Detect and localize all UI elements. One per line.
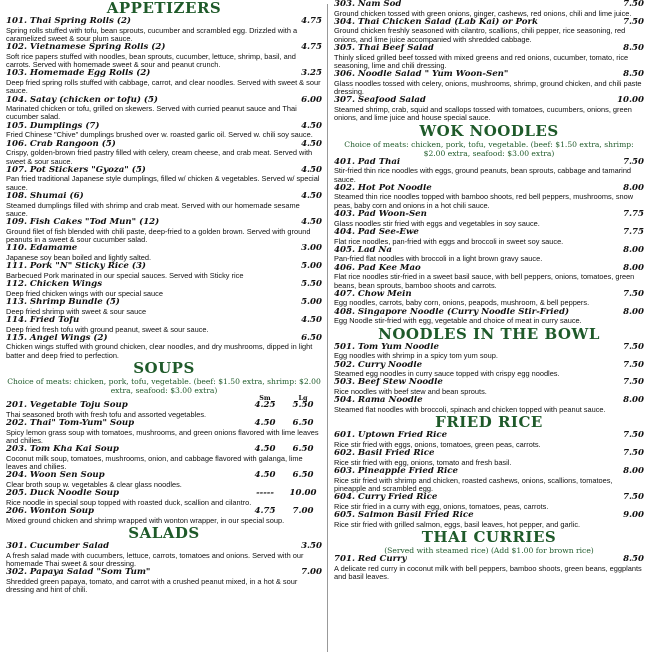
item-name: 204. Woon Sen Soup bbox=[6, 471, 105, 481]
item-price: 7.50 bbox=[623, 0, 644, 9]
item-description: Pan fried traditional Japanese style dumplings, filled w/ chicken & vegetables. Served w/ special sauce. bbox=[6, 174, 320, 192]
item-description: Rice stir fried with shrimp and chicken, roasted cashews, onions, scallions, tomatoes, pineapple and scrambled egg. bbox=[334, 475, 613, 493]
item-name: 203. Tom Kha Kai Soup bbox=[6, 445, 119, 455]
item-name: 701. Red Curry bbox=[334, 554, 407, 564]
item-price: 7.50 bbox=[623, 359, 644, 370]
menu-item bbox=[334, 18, 644, 44]
menu-item bbox=[6, 401, 322, 419]
column-divider bbox=[327, 4, 328, 652]
item-name: 406. Pad Kee Mao bbox=[334, 263, 421, 273]
item-description: Flat rice noodles, pan-fried with eggs and broccoli in sweet soy sauce. bbox=[334, 236, 564, 246]
item-price: 10.00 bbox=[289, 488, 317, 499]
item-name: 503. Beef Stew Noodle bbox=[334, 378, 443, 388]
item-price: 7.00 bbox=[292, 506, 314, 517]
item-name: 102. Vietnamese Spring Rolls (2) bbox=[6, 43, 166, 53]
item-name: 304. Thai Chicken Salad (Lab Kai) or Pork bbox=[334, 17, 538, 27]
item-price: 7.75 bbox=[623, 226, 644, 237]
menu-item bbox=[6, 445, 322, 471]
item-price: 6.50 bbox=[301, 332, 322, 343]
item-name: 205. Duck Noodle Soup bbox=[6, 489, 120, 499]
menu-item bbox=[6, 122, 322, 140]
section-title: SOUPS bbox=[133, 359, 195, 378]
menu-item bbox=[6, 419, 322, 445]
item-price: 7.50 bbox=[623, 156, 644, 167]
item-description: Steamed shrimp, crab, squid and scallops tossed with tomatoes, cucumbers, onions, green onions, and lime juice and house special sauce. bbox=[334, 105, 632, 123]
menu-item bbox=[334, 246, 644, 264]
item-price: 8.50 bbox=[623, 69, 644, 80]
item-description: Marinated chicken or tofu, grilled on skewers. Served with curried peanut sauce and Thai cucumber salad. bbox=[6, 104, 297, 122]
item-name: 108. Shumai (6) bbox=[6, 192, 84, 202]
size-label: Lg bbox=[298, 394, 308, 403]
item-description: Shredded green papaya, tomato, and carrot with a crushed peanut mixed, in a hot & sour dressing and hint of chili. bbox=[6, 576, 298, 595]
item-name: 502. Curry Noodle bbox=[334, 360, 423, 370]
item-price: 4.50 bbox=[254, 444, 276, 455]
left-column bbox=[6, 0, 322, 594]
item-description: Ground chicken tossed with green onions, ginger, cashews, red onions, chili and lime juice. bbox=[334, 8, 632, 18]
menu-item bbox=[6, 280, 322, 298]
item-description: Flat rice noodles stir-fried in a sweet basil sauce, with bell peppers, onions, tomatoes, green beans, bean sprouts, bamboo shoots and carrots. bbox=[334, 272, 635, 290]
menu-item bbox=[6, 262, 322, 280]
section-note: Choice of meats: chicken, pork, tofu, vegetable. (beef: $1.50 extra, shrimp: $2.00 extra, seafood: $3.00 extra) bbox=[7, 377, 321, 396]
item-name: 109. Fish Cakes "Tod Mun" (12) bbox=[6, 218, 160, 228]
item-name: 302. Papaya Salad "Som Tum" bbox=[6, 568, 151, 578]
item-description: Rice noodle in special soup topped with roasted duck, scallion and cilantro. bbox=[6, 497, 252, 507]
item-name: 101. Thai Spring Rolls (2) bbox=[6, 17, 131, 26]
menu-item bbox=[6, 166, 322, 192]
menu-item bbox=[6, 507, 322, 525]
menu-item bbox=[6, 244, 322, 262]
item-price: 8.00 bbox=[623, 262, 644, 273]
item-description: Pan-fried flat noodles with broccoli in a light brown gravy sauce. bbox=[334, 254, 543, 264]
menu-item bbox=[334, 44, 644, 70]
menu-item bbox=[334, 290, 644, 308]
item-description: A delicate red curry in coconut milk with bell peppers, bamboo shoots, green beans, eggplants and basil leaves. bbox=[334, 563, 642, 581]
menu-section bbox=[6, 360, 322, 525]
item-name: 105. Dumplings (7) bbox=[6, 121, 100, 131]
item-name: 605. Salmon Basil Fried Rice bbox=[334, 511, 474, 521]
item-name: 601. Uptown Fried Rice bbox=[334, 431, 448, 441]
item-price: 5.00 bbox=[301, 297, 322, 308]
item-price: 8.00 bbox=[623, 395, 644, 406]
menu-item bbox=[6, 489, 322, 507]
item-name: 103. Homemade Egg Rolls (2) bbox=[6, 69, 151, 79]
menu-item bbox=[334, 555, 644, 581]
item-name: 604. Curry Fried Rice bbox=[334, 493, 438, 503]
item-name: 303. Nam Sod bbox=[334, 0, 402, 9]
item-name: 408. Singapore Noodle (Curry Noodle Stir-Fried) bbox=[334, 307, 570, 317]
item-description: Deep fried chicken wings with our special sauce bbox=[6, 288, 163, 298]
menu-item bbox=[6, 471, 322, 489]
item-price: 4.50 bbox=[301, 138, 322, 149]
menu-section bbox=[334, 0, 644, 123]
menu-item bbox=[334, 210, 644, 228]
menu-item bbox=[334, 0, 644, 18]
item-name: 404. Pad See-Ewe bbox=[334, 227, 419, 237]
menu-item bbox=[6, 69, 322, 95]
item-description: Thinly sliced grilled beef tossed with mixed greens and red onions, cucumber, tomato, rice seasoning, lime and chili dressing. bbox=[334, 52, 629, 70]
item-price: 4.75 bbox=[301, 16, 322, 26]
menu-item bbox=[6, 298, 322, 316]
menu-item bbox=[334, 511, 644, 529]
item-description: Crispy, golden-brown fried pastry filled with celery, cream cheese, and crab meat. Served with sweet & sour sauce. bbox=[6, 148, 313, 166]
item-name: 104. Satay (chicken or tofu) (5) bbox=[6, 95, 158, 105]
menu-item bbox=[334, 493, 644, 511]
section-title: WOK NOODLES bbox=[419, 121, 559, 140]
item-price: 4.50 bbox=[301, 314, 322, 325]
item-description: Clear broth soup w. vegetables & clear glass noodles. bbox=[6, 479, 182, 489]
item-price: 7.50 bbox=[623, 16, 644, 27]
item-description: Rice stir fried in a curry with egg, onions, tomatoes, peas, carrots. bbox=[334, 501, 549, 511]
item-price: 8.50 bbox=[623, 43, 644, 54]
item-price: 4.50 bbox=[301, 217, 322, 228]
menu-section bbox=[6, 525, 322, 594]
item-description: Deep fried spring rolls stuffed with cabbage, carrot, and clear noodles. Served with sweet & sour sauce. bbox=[6, 77, 321, 96]
item-description: Thai seasoned broth with fresh tofu and assorted vegetables. bbox=[6, 409, 207, 419]
item-name: 403. Pad Woon-Sen bbox=[334, 210, 427, 220]
item-price: 8.00 bbox=[623, 306, 644, 317]
item-description: Chicken wings stuffed with ground chicken, clear noodles, and dry mushrooms, dipped in light batter and deep fried to perfection. bbox=[6, 342, 313, 360]
item-price: 5.50 bbox=[292, 400, 314, 411]
item-description: Deep fried fresh tofu with ground peanut, sweet & sour sauce. bbox=[6, 324, 209, 334]
section-title: FRIED RICE bbox=[435, 413, 543, 432]
item-name: 114. Fried Tofu bbox=[6, 315, 80, 325]
item-name: 602. Basil Fried Rice bbox=[334, 449, 435, 459]
item-description: Rice noodles with beef stew and bean sprouts. bbox=[334, 387, 487, 397]
item-price: 4.50 bbox=[254, 470, 276, 481]
item-price: 8.00 bbox=[623, 182, 644, 193]
item-description: Glass noodles tossed with celery, onions, mushrooms, shrimp, ground chicken, and chili paste dressing. bbox=[334, 78, 642, 97]
item-name: 501. Tom Yum Noodle bbox=[334, 342, 439, 352]
item-price: 7.50 bbox=[623, 341, 644, 352]
item-name: 407. Chow Mein bbox=[334, 289, 412, 299]
item-name: 307. Seafood Salad bbox=[334, 96, 426, 106]
item-prices bbox=[246, 401, 322, 411]
menu-item bbox=[334, 158, 644, 184]
menu-item bbox=[334, 228, 644, 246]
item-description: Barbecued Pork marinated in our special sauces. Served with Sticky rice bbox=[6, 270, 244, 280]
item-price: 4.75 bbox=[301, 42, 322, 53]
item-price: 8.00 bbox=[623, 466, 644, 476]
item-price: 7.50 bbox=[623, 377, 644, 388]
item-price: 7.50 bbox=[623, 492, 644, 503]
item-description: Egg noodles, carrots, baby corn, onions, peapods, mushroom, & bell peppers. bbox=[334, 298, 590, 308]
item-description: Fried Chinese "Chive" dumplings brushed over w. roasted garlic oil. Served w. chili soy sauce. bbox=[6, 130, 313, 140]
section-title: NOODLES IN THE BOWL bbox=[378, 324, 600, 343]
item-description: Soft rice papers stuffed with noodles, bean sprouts, cucumber, lettuce, shrimp, basil, and carrots. Served with homemade sweet & sour and peanut crunch. bbox=[6, 51, 296, 70]
item-description: Ground chicken freshly seasoned with cilantro, scallions, chili pepper, rice seasoning, red onions, and lime juice accompanied with shredded cabbage. bbox=[334, 26, 626, 44]
item-price: 8.00 bbox=[623, 244, 644, 255]
menu-item bbox=[6, 568, 322, 594]
item-description: Egg Noodle stir-fried with egg, vegetable and choice of meat in curry sauce. bbox=[334, 316, 582, 326]
item-description: Coconut milk soup, tomatoes, mushrooms, onion, and cabbage flavored with galanga, lime leaves and chilies. bbox=[6, 453, 303, 471]
section-note: Choice of meats: chicken, pork, tofu, vegetable. (beef: $1.50 extra, shrimp: $2.00 extra, seafood: $3.00 extra) bbox=[344, 139, 634, 158]
menu-item bbox=[6, 43, 322, 69]
item-price: 4.50 bbox=[301, 164, 322, 175]
item-name: 504. Rama Noodle bbox=[334, 396, 423, 406]
menu-section bbox=[334, 326, 644, 415]
item-price: 6.50 bbox=[292, 470, 314, 481]
item-name: 306. Noodle Salad " Yum Woon-Sen" bbox=[334, 70, 509, 80]
item-description: Rice stir fried with eggs, onions, tomatoes, green peas, carrots. bbox=[334, 439, 541, 449]
item-name: 305. Thai Beef Salad bbox=[334, 44, 434, 54]
menu-item bbox=[334, 449, 644, 467]
item-name: 106. Crab Rangoon (5) bbox=[6, 139, 116, 149]
menu-item bbox=[334, 96, 644, 122]
item-description: Steamed dumplings filled with shrimp and crab meat. Served with our homemade sesame sauce. bbox=[6, 200, 300, 218]
size-label: Sm bbox=[259, 394, 271, 403]
item-description: Steamed thin rice noodles topped with bamboo shoots, red bell peppers, mushrooms, snow peas, baby corn and onions in a hot chili sauce. bbox=[334, 192, 634, 210]
item-name: 202. Thai" Tom-Yum" Soup bbox=[6, 418, 135, 428]
menu-item bbox=[6, 316, 322, 334]
item-price: ----- bbox=[256, 488, 274, 499]
menu-item bbox=[334, 264, 644, 290]
item-description: Spicy lemon grass soup with tomatoes, mushrooms, and green onions flavored with lime leaves and chilies. bbox=[6, 427, 319, 445]
section-title: SALADS bbox=[128, 523, 200, 542]
item-price: 6.00 bbox=[301, 94, 322, 105]
menu-section bbox=[334, 123, 644, 326]
item-description: Mixed ground chicken and shrimp wrapped with wonton wrapper, in our special soup. bbox=[6, 515, 285, 525]
menu-item bbox=[334, 343, 644, 361]
menu-section bbox=[334, 529, 644, 581]
section-title: APPETIZERS bbox=[106, 0, 222, 17]
item-price: 4.75 bbox=[254, 506, 276, 517]
item-price: 7.50 bbox=[623, 448, 644, 459]
item-prices bbox=[246, 489, 322, 499]
item-description: Egg noodles with shrimp in a spicy tom yum soup. bbox=[334, 351, 498, 361]
menu-item bbox=[6, 542, 322, 568]
item-price: 3.00 bbox=[301, 243, 322, 254]
menu-item bbox=[334, 308, 644, 326]
item-price: 10.00 bbox=[617, 95, 644, 106]
item-description: Steamed flat noodles with broccoli, spinach and chicken topped with peanut sauce. bbox=[334, 404, 606, 414]
menu-item bbox=[6, 96, 322, 122]
item-description: Rice stir fried with grilled salmon, eggs, basil leaves, hot pepper, and garlic. bbox=[334, 519, 581, 529]
item-price: 8.50 bbox=[623, 553, 644, 564]
item-price: 7.00 bbox=[301, 567, 322, 578]
item-name: 110. Edamame bbox=[6, 244, 78, 254]
menu-item bbox=[334, 431, 644, 449]
menu-item bbox=[6, 140, 322, 166]
item-name: 112. Chicken Wings bbox=[6, 280, 103, 290]
item-prices bbox=[246, 471, 322, 481]
menu-item bbox=[334, 184, 644, 210]
menu-section bbox=[6, 0, 322, 360]
item-name: 401. Pad Thai bbox=[334, 157, 401, 167]
item-name: 301. Cucumber Salad bbox=[6, 541, 110, 551]
item-price: 5.50 bbox=[301, 279, 322, 290]
item-description: Deep fried shrimp with sweet & sour sauce bbox=[6, 306, 147, 316]
item-price: 3.50 bbox=[301, 540, 322, 551]
item-description: Ground filet of fish blended with chili paste, deep-fried to a golden brown. Served with ground peanuts in a sweet & sour cucumber salad. bbox=[6, 226, 311, 245]
menu-item bbox=[334, 70, 644, 96]
menu-section bbox=[334, 414, 644, 529]
item-name: 402. Hot Pot Noodle bbox=[334, 183, 432, 193]
item-description: A fresh salad made with cucumbers, lettuce, carrots, tomatoes and onions. Served with our homemade Thai sweet & sour dressing. bbox=[6, 550, 304, 568]
item-description: Rice stir fried with egg, onions, tomato and fresh basil. bbox=[334, 457, 512, 467]
item-price: 4.50 bbox=[301, 120, 322, 131]
item-description: Steamed egg noodles in curry sauce topped with crispy egg noodles. bbox=[334, 369, 560, 379]
item-description: Japanese soy bean boiled and lightly salted. bbox=[6, 252, 152, 262]
item-price: 4.25 bbox=[254, 400, 276, 411]
item-price: 4.50 bbox=[254, 417, 276, 428]
item-name: 405. Lad Na bbox=[334, 245, 392, 255]
item-price: 3.25 bbox=[301, 68, 322, 79]
menu-item bbox=[6, 192, 322, 218]
item-price: 7.75 bbox=[623, 209, 644, 220]
menu-item bbox=[334, 378, 644, 396]
item-name: 113. Shrimp Bundle (5) bbox=[6, 298, 120, 308]
menu-item bbox=[6, 334, 322, 360]
item-price: 4.50 bbox=[301, 191, 322, 202]
item-description: Stir-fried thin rice noodles with eggs, ground peanuts, bean sprouts, cabbage and tamarind sauce. bbox=[334, 166, 632, 184]
section-note: (Served with steamed rice) (Add $1.00 for brown rice) bbox=[384, 545, 594, 555]
item-name: 206. Wonton Soup bbox=[6, 507, 94, 517]
item-price: 6.50 bbox=[292, 444, 314, 455]
item-description: Spring rolls stuffed with tofu, bean sprouts, cucumber and scrambled egg. Drizzled with a caramelized sweet & sour plum sauce. bbox=[6, 25, 298, 43]
item-price: 6.50 bbox=[292, 417, 314, 428]
item-name: 107. Pot Stickers "Gyoza" (5) bbox=[6, 165, 146, 175]
menu-item bbox=[334, 361, 644, 379]
menu-item bbox=[6, 17, 322, 43]
item-description: Glass noodles stir fried with eggs and vegetables in soy sauce. bbox=[334, 218, 540, 228]
item-price: 5.00 bbox=[301, 261, 322, 272]
item-price: 7.50 bbox=[623, 430, 644, 441]
right-column bbox=[334, 0, 644, 581]
item-price: 7.50 bbox=[623, 288, 644, 299]
item-name: 603. Pineapple Fried Rice bbox=[334, 467, 458, 476]
item-name: 201. Vegetable Toju Soup bbox=[6, 401, 128, 411]
menu-item bbox=[6, 218, 322, 244]
menu-item bbox=[334, 467, 644, 493]
item-price: 9.00 bbox=[623, 510, 644, 521]
item-name: 111. Pork "N" Sticky Rice (3) bbox=[6, 262, 146, 272]
section-title: THAI CURRIES bbox=[421, 527, 557, 546]
item-name: 115. Angel Wings (2) bbox=[6, 333, 108, 343]
menu-item bbox=[334, 396, 644, 414]
